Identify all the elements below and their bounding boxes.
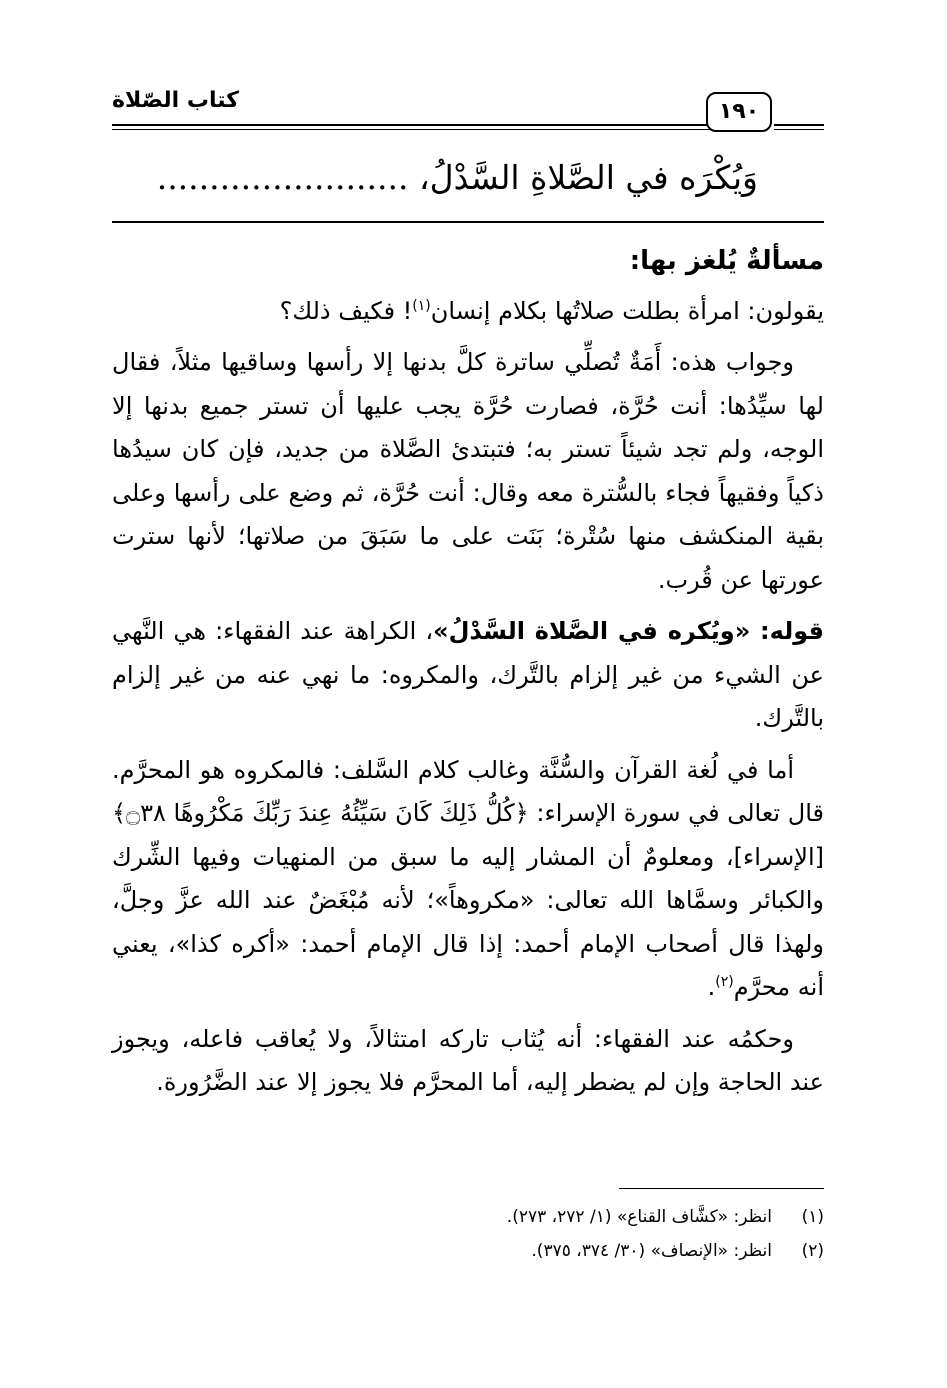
- header-rule: [112, 124, 712, 126]
- footnote: [112, 1200, 824, 1234]
- matn-dots: ........................: [156, 158, 409, 197]
- paragraph-text: أما في لُغة القرآن والسُّنَّة وغالب كلام السَّلف: فالمكروه هو المحرَّم. قال تعالى في سورة الإسراء: ﴿كُلُّ ذَلِكَ كَانَ سَيِّئُهُ عِندَ رَبِّكَ مَكْرُوهًا ۝٣٨﴾ [الإسراء]، ومعلومٌ أن المشار إليه ما سبق من المنهيات وفيها الشِّرك والكبائر وسمَّاها الله تعالى: «مكروهاً»؛ لأنه مُبْغَضٌ عند الله عزَّ وجلَّ، ولهذا قال أصحاب الإمام أحمد: إذا قال الإمام أحمد: «أكره كذا»، يعني أنه محرَّم: [112, 755, 824, 1001]
- paragraph-text: ! فكيف ذلك؟: [279, 296, 413, 325]
- page-number: ١٩٠: [706, 92, 772, 132]
- footnote-divider: [619, 1188, 824, 1189]
- header-rule-right: [774, 124, 824, 126]
- header-rule-thin: [112, 129, 712, 130]
- footnote-number: (٢): [801, 1241, 824, 1261]
- matn-text: وَيُكْرَه في الصَّلاةِ السَّدْلُ،: [418, 158, 758, 197]
- footnote-text: انظر: «كشَّاف القناع» (١/ ٢٧٢، ٢٧٣).: [506, 1207, 772, 1227]
- header-rule-right-thin: [774, 129, 824, 130]
- footnote-ref: (٢): [715, 974, 734, 990]
- footnote-number: (١): [801, 1207, 824, 1227]
- footnote-ref: (١): [412, 297, 431, 314]
- paragraph: وحكمُه عند الفقهاء: أنه يُثاب تاركه امتثالاً، ولا يُعاقب فاعله، ويجوز عند الحاجة وإن لم يضطر إليه، أما المحرَّم فلا يجوز إلا عند الضَّرُورة.: [112, 1024, 824, 1096]
- footnote-text: انظر: «الإنصاف» (٣٠/ ٣٧٤، ٣٧٥).: [531, 1241, 772, 1261]
- commentary-body: [112, 240, 824, 1113]
- book-title: كتاب الصّلاة: [112, 88, 239, 113]
- running-header: [112, 80, 824, 138]
- book-page: [112, 80, 824, 1360]
- paragraph: [112, 749, 824, 1010]
- paragraph-text: ، الكراهة عند الفقهاء: هي النَّهي عن الشيء من غير إلزام بالتَّرك، والمكروه: ما نهي عنه من غير إلزام بالتَّرك.: [112, 617, 824, 732]
- paragraph: [112, 610, 824, 741]
- matn-line: [112, 158, 758, 197]
- paragraph: [112, 290, 824, 334]
- paragraph-text: .: [707, 973, 716, 1001]
- paragraph-text: يقولون: امرأة بطلت صلاتُها بكلام إنسان: [430, 296, 824, 325]
- quoted-matn: قوله: «ويُكره في الصَّلاة السَّدْلُ»: [433, 617, 824, 645]
- footnotes: [112, 1200, 824, 1268]
- paragraph: وجواب هذه: أَمَةٌ تُصلِّي ساترة كلَّ بدنها إلا رأسها وساقيها مثلاً، فقال لها سيِّدُها: أنت حُرَّة، فصارت حُرَّة يجب عليها أن تستر جميع بدنها إلا الوجه، ولم تجد شيئاً تستر به؛ فتبتدئ الصَّلاة من جديد، فإن كان سيدُها ذكياً وفقيهاً فجاء بالسُّترة معه وقال: أنت حُرَّة، ثم وضع على رأسها وعلى بقية المنكشف منها سُتْرة؛ بَنَت على ما سَبَقَ من صلاتها؛ لأنها سترت عورتها عن قُرب.: [112, 348, 824, 594]
- matn-divider: [112, 221, 824, 223]
- section-heading: مسألةٌ يُلغز بها:: [629, 246, 824, 276]
- footnote: [112, 1234, 824, 1268]
